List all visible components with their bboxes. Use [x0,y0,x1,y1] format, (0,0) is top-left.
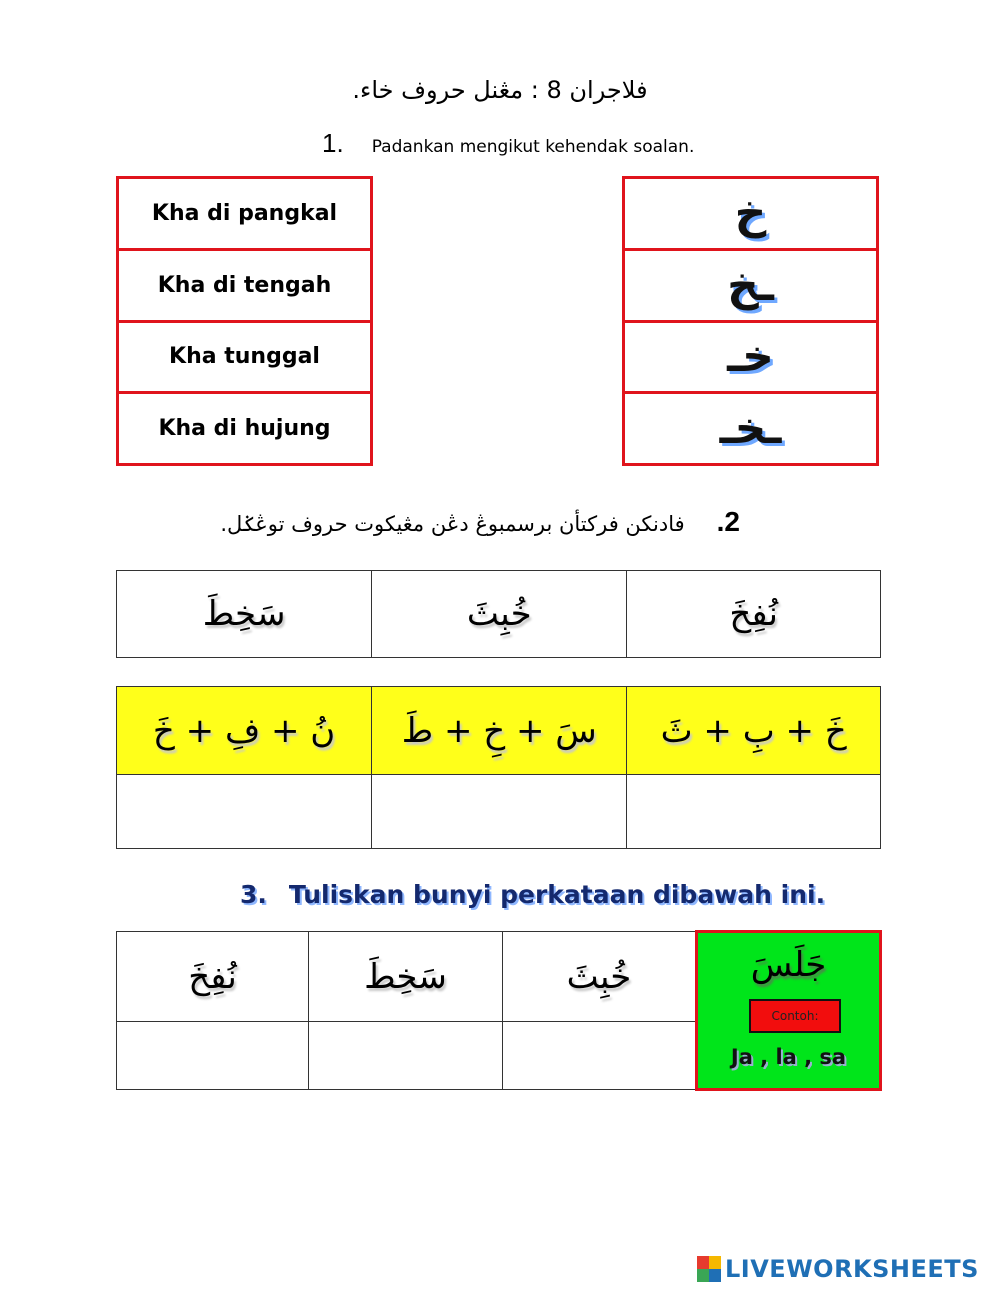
arabic-word: سَخِطَ [202,594,286,634]
answer-field[interactable] [503,1022,697,1090]
question3-header [240,880,825,909]
match-right-item[interactable] [625,179,876,251]
match-right-column [622,176,879,466]
match-left-column [116,176,373,466]
question1-instruction: Padankan mengikut kehendak soalan. [371,137,695,157]
match-right-item[interactable] [625,323,876,395]
match-left-item[interactable]: Kha di hujung [158,416,331,442]
arabic-word: خُبِثَ [566,956,632,997]
arabic-word: نُفِخَ [729,594,778,634]
match-left-item[interactable]: Kha tunggal [119,323,370,395]
letter-combination: نُ + فِ + خَ [152,710,336,751]
example-tag: Contoh: [749,999,841,1033]
match-right-item[interactable] [625,251,876,323]
example-reading: Ja , la , sa [730,1045,847,1069]
drop-zone[interactable] [117,775,372,849]
kha-letter-form: خـ [727,331,774,383]
question2-combo-table [116,686,881,849]
question3-number: 3. [240,880,267,909]
combo-cell [372,687,627,775]
word-cell[interactable] [627,571,881,658]
match-right-item[interactable] [625,394,876,463]
kha-letter-form: خ [734,187,767,239]
arabic-word: نُفِخَ [188,956,237,997]
match-left-item[interactable]: Kha di pangkal [119,179,370,251]
word-cell [309,932,503,1022]
logo-text: LIVEWORKSHEETS [725,1255,979,1283]
question3-table [116,930,882,1091]
word-cell [503,932,697,1022]
question2-number: 2. [716,506,740,537]
question2-header [220,506,740,538]
drop-zone[interactable] [627,775,881,849]
question3-instruction: Tuliskan bunyi perkataan dibawah ini. [288,880,826,909]
answer-field[interactable] [117,1022,309,1090]
example-word: جَلَسَ [750,945,827,985]
answer-field[interactable] [309,1022,503,1090]
question2-word-table [116,570,881,658]
letter-combination: سَ + خِ + طَ [401,710,597,751]
logo-icon [697,1256,721,1282]
word-cell[interactable] [117,571,372,658]
match-left-item[interactable]: Kha di tengah [119,251,370,323]
combo-cell [117,687,372,775]
letter-combination: خَ + بِ + ثَ [660,710,847,751]
combo-cell [627,687,881,775]
question1-number: 1. [322,128,344,158]
liveworksheets-logo[interactable] [697,1255,979,1283]
arabic-word: خُبِثَ [466,594,532,634]
question2-instruction: فادنكن فركتأن برسمبوڠ دڠن مڠيكوت حروف توڠݢل. [220,512,685,536]
question1-header [322,128,694,159]
word-cell [117,932,309,1022]
page-title: فلاجران 8 : مڠنل حروف خاء. [352,76,648,104]
arabic-word: سَخِطَ [364,956,447,997]
kha-letter-form: ـخـ [719,403,782,455]
drop-zone[interactable] [372,775,627,849]
kha-letter-form: ـخ [727,259,774,311]
example-cell [697,932,881,1090]
word-cell[interactable] [372,571,627,658]
